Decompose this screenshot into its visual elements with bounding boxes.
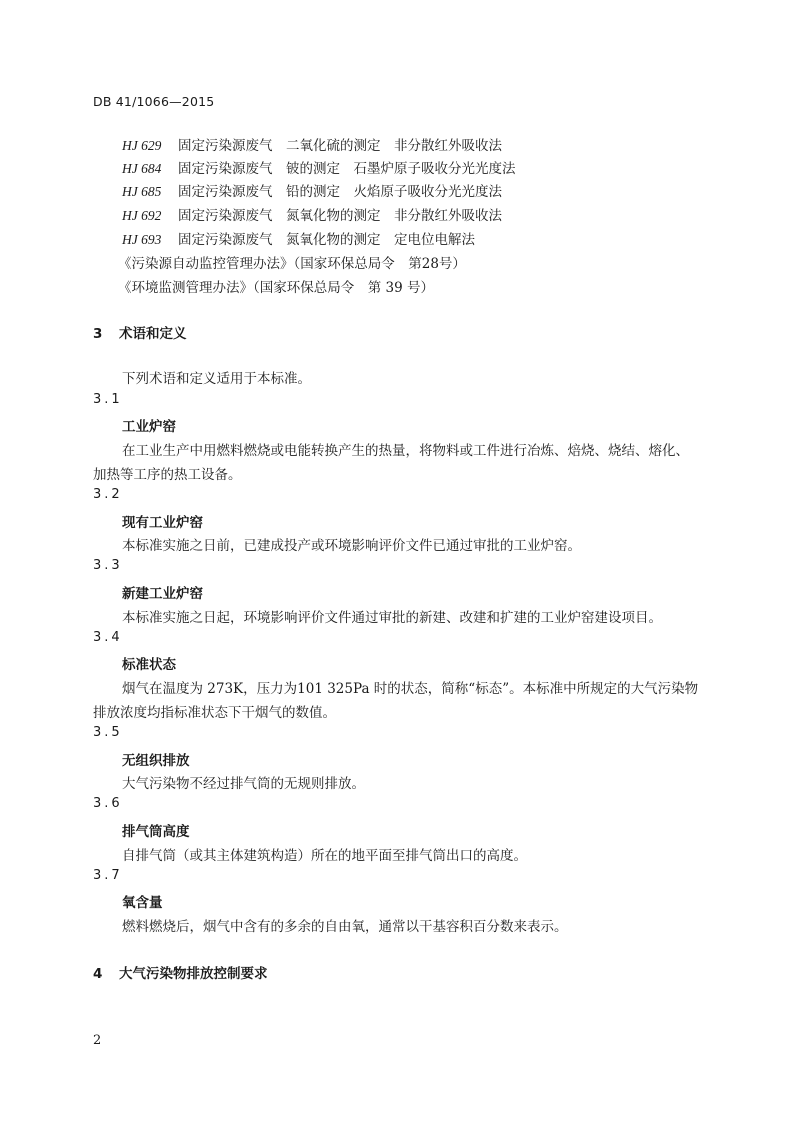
clause-number: 3.7 [93, 868, 123, 883]
term-definition-continued: 加热等工序的热工设备。 [93, 467, 242, 483]
regulation-item: 《环境监测管理办法》（国家环保总局令 第 39 号） [118, 280, 435, 296]
section-number: 3 [93, 326, 103, 342]
reference-title: 固定污染源废气 氮氧化物的测定 定电位电解法 [178, 232, 475, 248]
term-definition: 在工业生产中用燃料燃烧或电能转换产生的热量，将物料或工件进行冶炼、焙烧、烧结、熔化、 [122, 443, 689, 459]
reference-code: HJ 692 [122, 208, 162, 223]
reference-title: 固定污染源废气 氮氧化物的测定 非分散红外吸收法 [178, 208, 502, 224]
document-code-header: DB 41/1066—2015 [93, 94, 215, 109]
section-title: 术语和定义 [119, 326, 187, 342]
clause-number: 3.1 [93, 392, 123, 407]
term-heading: 氧含量 [122, 895, 163, 911]
clause-number: 3.5 [93, 725, 123, 740]
term-heading: 工业炉窑 [122, 419, 176, 435]
reference-title: 固定污染源废气 铍的测定 石墨炉原子吸收分光光度法 [178, 161, 516, 177]
term-definition: 燃料燃烧后，烟气中含有的多余的自由氧，通常以干基容积百分数来表示。 [122, 919, 568, 935]
page-number: 2 [93, 1033, 102, 1048]
clause-number: 3.4 [93, 630, 123, 645]
term-definition: 自排气筒（或其主体建筑构造）所在的地平面至排气筒出口的高度。 [122, 848, 527, 864]
clause-number: 3.3 [93, 558, 123, 573]
section-4-heading [93, 962, 268, 982]
term-heading: 现有工业炉窑 [122, 515, 203, 531]
reference-code: HJ 684 [122, 161, 162, 176]
reference-code: HJ 629 [122, 138, 162, 153]
term-definition: 大气污染物不经过排气筒的无规则排放。 [122, 776, 365, 792]
reference-item [122, 228, 475, 248]
term-definition: 本标准实施之日前，已建成投产或环境影响评价文件已通过审批的工业炉窑。 [122, 538, 581, 554]
section-intro: 下列术语和定义适用于本标准。 [122, 371, 311, 387]
term-definition: 烟气在温度为 273K，压力为101 325Pa 时的状态，简称“标态”。本标准中所规定的大气污染物 [122, 681, 699, 697]
section-3-heading [93, 322, 187, 342]
reference-title: 固定污染源废气 铅的测定 火焰原子吸收分光光度法 [178, 184, 502, 200]
term-heading: 标准状态 [122, 657, 176, 673]
reference-code: HJ 685 [122, 184, 162, 199]
term-heading: 无组织排放 [122, 753, 190, 769]
clause-number: 3.6 [93, 796, 123, 811]
section-number: 4 [93, 966, 103, 982]
clause-number: 3.2 [93, 487, 123, 502]
regulation-item: 《污染源自动监控管理办法》（国家环保总局令 第28号） [118, 256, 466, 272]
reference-item [122, 180, 502, 200]
reference-item [122, 204, 502, 224]
reference-title: 固定污染源废气 二氧化硫的测定 非分散红外吸收法 [178, 138, 502, 154]
term-definition-continued: 排放浓度均指标准状态下干烟气的数值。 [93, 705, 336, 721]
reference-item [122, 157, 516, 177]
term-heading: 排气筒高度 [122, 824, 190, 840]
reference-item [122, 134, 502, 154]
term-definition: 本标准实施之日起，环境影响评价文件通过审批的新建、改建和扩建的工业炉窑建设项目。 [122, 610, 662, 626]
term-heading: 新建工业炉窑 [122, 586, 203, 602]
section-title: 大气污染物排放控制要求 [119, 966, 268, 982]
reference-code: HJ 693 [122, 232, 162, 247]
